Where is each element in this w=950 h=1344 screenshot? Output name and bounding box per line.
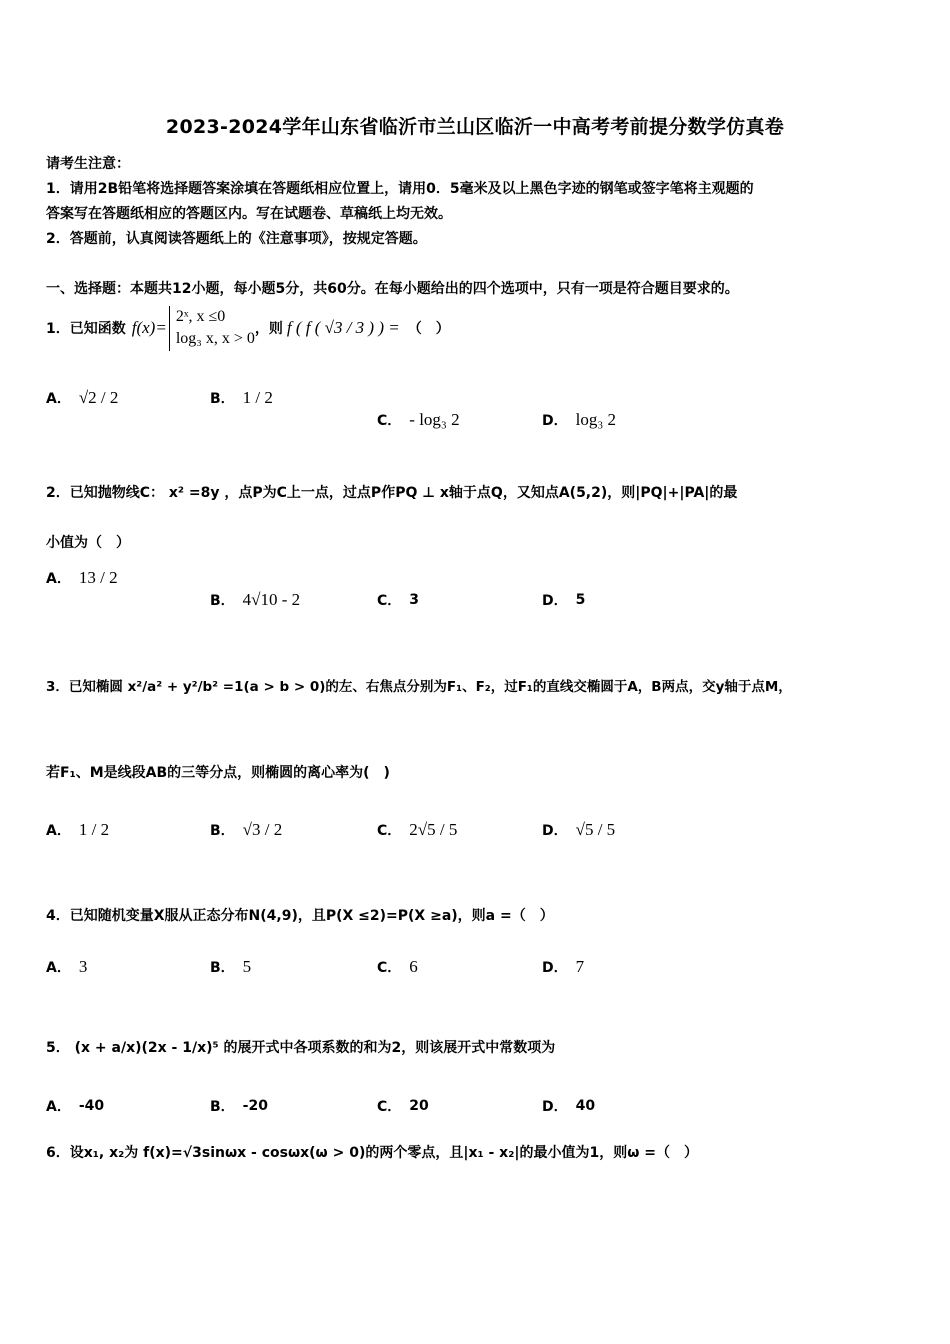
q4-option-d[interactable] bbox=[542, 957, 584, 977]
q1-function: f(x)= bbox=[131, 318, 167, 338]
q1-lead: 1．已知函数 bbox=[46, 321, 126, 338]
q5-option-d-value: 40 bbox=[575, 1098, 596, 1114]
q1-answer-paren: （ ） bbox=[407, 321, 450, 338]
question-2-line-1: 2．已知抛物线C： x² =8y ，点P为C上一点，过点P作PQ ⊥ x轴于点Q，又知点A(5,2)，则|PQ|+|PA|的最 bbox=[46, 485, 738, 501]
q3-option-c-value: 2√5 / 5 bbox=[409, 820, 458, 839]
question-2-line-2: 小值为（ ） bbox=[46, 535, 130, 551]
notice-item-2: 2．答题前，认真阅读答题纸上的《注意事项》，按规定答题。 bbox=[46, 231, 427, 247]
q5-option-a-value: -40 bbox=[78, 1098, 105, 1114]
option-label: A． bbox=[46, 823, 71, 839]
option-label: C． bbox=[377, 823, 402, 839]
q2-option-b-value: 4√10 - 2 bbox=[242, 590, 301, 609]
question-6: 6．设x₁, x₂为 f(x)=√3sinωx - cosωx(ω > 0)的两个零点，且|x₁ - x₂|的最小值为1，则ω =（ ） bbox=[46, 1145, 698, 1161]
q3-option-d-value: √5 / 5 bbox=[575, 820, 616, 839]
q5-option-d[interactable] bbox=[542, 1096, 595, 1116]
q4-option-c-value: 6 bbox=[409, 957, 418, 976]
option-label: D． bbox=[542, 1099, 568, 1115]
option-label: B． bbox=[210, 960, 235, 976]
question-4: 4．已知随机变量X服从正态分布N(4,9)，且P(X ≤2)=P(X ≥a)，则a =（ ） bbox=[46, 908, 554, 924]
option-label: C． bbox=[377, 1099, 402, 1115]
q1-piecewise bbox=[169, 306, 255, 351]
option-label: B． bbox=[210, 593, 235, 609]
q4-option-c[interactable] bbox=[377, 957, 418, 977]
q1-option-a[interactable] bbox=[46, 388, 118, 408]
option-label: B． bbox=[210, 823, 235, 839]
q2-option-c-value: 3 bbox=[409, 592, 420, 608]
q4-option-b-value: 5 bbox=[242, 957, 252, 976]
option-label: A． bbox=[46, 571, 71, 587]
q1-option-c[interactable] bbox=[377, 410, 460, 430]
q4-option-a[interactable] bbox=[46, 957, 87, 977]
q5-option-c[interactable] bbox=[377, 1096, 429, 1116]
option-label: A． bbox=[46, 1099, 71, 1115]
option-label: D． bbox=[542, 960, 568, 976]
question-1 bbox=[46, 306, 450, 351]
q5-option-c-value: 20 bbox=[409, 1098, 429, 1114]
q1-case-1: 2ˣ, x ≤0 bbox=[175, 308, 226, 325]
option-label: B． bbox=[210, 391, 235, 407]
q2-option-b[interactable] bbox=[210, 590, 300, 610]
q1-option-a-value: √2 / 2 bbox=[78, 388, 119, 407]
q1-option-b[interactable] bbox=[210, 388, 273, 408]
q1-option-d-value: log₃ 2 bbox=[575, 410, 617, 429]
notice-heading: 请考生注意： bbox=[46, 156, 130, 172]
q5-option-b-value: -20 bbox=[242, 1098, 268, 1114]
q3-option-a-value: 1 / 2 bbox=[78, 820, 110, 839]
question-5: 5． (x + a/x)(2x - 1/x)⁵ 的展开式中各项系数的和为2，则该展开式中常数项为 bbox=[46, 1040, 556, 1056]
q3-option-b-value: √3 / 2 bbox=[242, 820, 283, 839]
option-label: D． bbox=[542, 823, 568, 839]
option-label: A． bbox=[46, 960, 71, 976]
q3-option-d[interactable] bbox=[542, 820, 615, 840]
option-label: C． bbox=[377, 593, 402, 609]
q5-option-b[interactable] bbox=[210, 1096, 268, 1116]
q3-option-b[interactable] bbox=[210, 820, 282, 840]
section-1-heading: 一、选择题：本题共12小题，每小题5分，共60分。在每小题给出的四个选项中，只有一项是符合题目要求的。 bbox=[46, 281, 739, 297]
q1-then: ，则 bbox=[254, 321, 283, 338]
notice-item-1-line-2: 答案写在答题纸相应的答题区内。写在试题卷、草稿纸上均无效。 bbox=[46, 206, 452, 222]
q1-case-2: log₃ x, x > 0 bbox=[175, 330, 255, 348]
q2-option-d-value: 5 bbox=[575, 592, 586, 608]
option-label: A． bbox=[46, 391, 71, 407]
question-3-line-2: 若F₁、M是线段AB的三等分点，则椭圆的离心率为( ) bbox=[46, 765, 390, 781]
q2-option-a-value: 13 / 2 bbox=[78, 568, 118, 587]
q2-option-c[interactable] bbox=[377, 590, 419, 610]
q2-option-a[interactable] bbox=[46, 568, 118, 588]
option-label: B． bbox=[210, 1099, 235, 1115]
q3-option-a[interactable] bbox=[46, 820, 109, 840]
page-title: 2023-2024学年山东省临沂市兰山区临沂一中高考考前提分数学仿真卷 bbox=[165, 116, 785, 138]
notice-item-1-line-1: 1．请用2B铅笔将选择题答案涂填在答题纸相应位置上，请用0．5毫米及以上黑色字迹的钢笔或签字笔将主观题的 bbox=[46, 181, 754, 197]
option-label: C． bbox=[377, 960, 402, 976]
option-label: D． bbox=[542, 593, 568, 609]
q1-option-c-value: - log₃ 2 bbox=[409, 410, 460, 429]
q4-option-d-value: 7 bbox=[575, 957, 585, 976]
q4-option-b[interactable] bbox=[210, 957, 251, 977]
q5-option-a[interactable] bbox=[46, 1096, 104, 1116]
option-label: C． bbox=[377, 413, 402, 429]
q4-option-a-value: 3 bbox=[78, 957, 88, 976]
question-3-line-1: 3．已知椭圆 x²/a² + y²/b² =1(a > b > 0)的左、右焦点分别为F₁、F₂，过F₁的直线交椭圆于A，B两点，交y轴于点M， bbox=[46, 679, 792, 695]
option-label: D． bbox=[542, 413, 568, 429]
q2-option-d[interactable] bbox=[542, 590, 585, 610]
q1-option-d[interactable] bbox=[542, 410, 616, 430]
q3-option-c[interactable] bbox=[377, 820, 457, 840]
q1-option-b-value: 1 / 2 bbox=[242, 388, 273, 407]
q1-expression: f ( f ( √3 / 3 ) ) = bbox=[286, 318, 400, 338]
